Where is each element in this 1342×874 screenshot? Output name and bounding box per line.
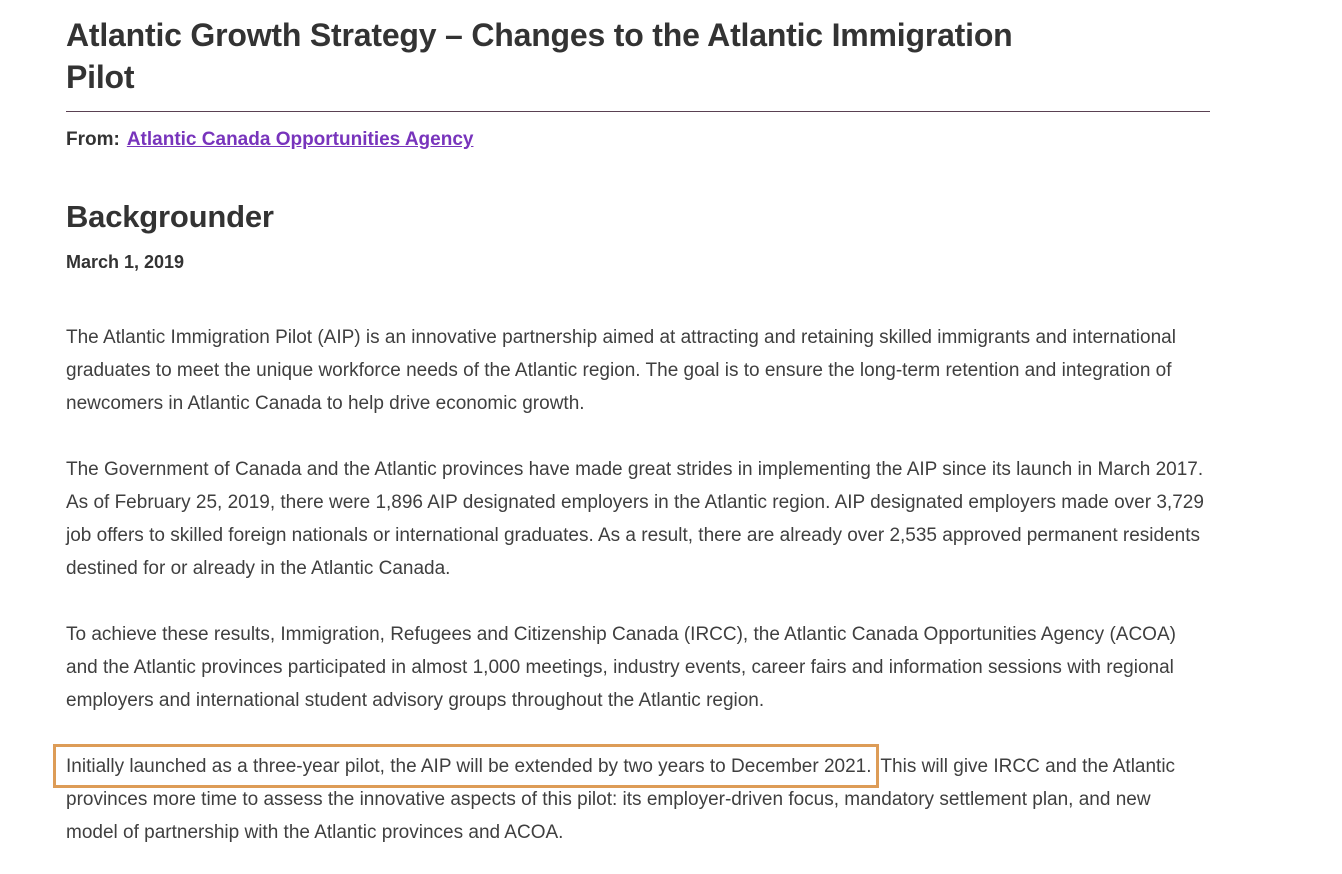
- paragraph-progress-stats: The Government of Canada and the Atlantic provinces have made great strides in implementing the AIP since its launch in March 2017. As of February 25, 2019, there were 1,896 AIP designated employers in the Atlantic region. AIP designated employers made over 3,729 job offers to skilled foreign nationals or international graduates. As a result, there are already over 2,535 approved permanent residents destined for or already in the Atlantic Canada.: [66, 459, 1204, 579]
- paragraph-extension: [66, 750, 1206, 849]
- paragraph-outreach: To achieve these results, Immigration, Refugees and Citizenship Canada (IRCC), the Atlantic Canada Opportunities Agency (ACOA) and the Atlantic provinces participated in almost 1,000 meetings, industry events, career fairs and information sessions with regional employers and international student advisory groups throughout the Atlantic region.: [66, 624, 1176, 711]
- title-divider: [66, 111, 1210, 112]
- page-title: Atlantic Growth Strategy – Changes to the Atlantic Immigration Pilot: [66, 17, 1013, 95]
- agency-link[interactable]: Atlantic Canada Opportunities Agency: [126, 129, 474, 150]
- from-label: From:: [66, 129, 120, 150]
- document-date: March 1, 2019: [66, 252, 185, 272]
- document-page: [66, 0, 1206, 849]
- section-heading: Backgrounder: [66, 199, 274, 234]
- paragraph-aip-overview: The Atlantic Immigration Pilot (AIP) is an innovative partnership aimed at attracting and retaining skilled immigrants and international graduates to meet the unique workforce needs of the Atlantic region. The goal is to ensure the long-term retention and integration of newcomers in Atlantic Canada to help drive economic growth.: [66, 327, 1176, 414]
- paragraph-extension-rest: This will give IRCC and the Atlantic provinces more time to assess the innovative aspects of this pilot: its employer-driven focus, mandatory settlement plan, and new model of partnership with the Atlantic provinces and ACOA.: [66, 756, 1176, 843]
- from-line: [66, 128, 1206, 152]
- highlighted-sentence: Initially launched as a three-year pilot, the AIP will be extended by two years to December 2021.: [53, 744, 879, 788]
